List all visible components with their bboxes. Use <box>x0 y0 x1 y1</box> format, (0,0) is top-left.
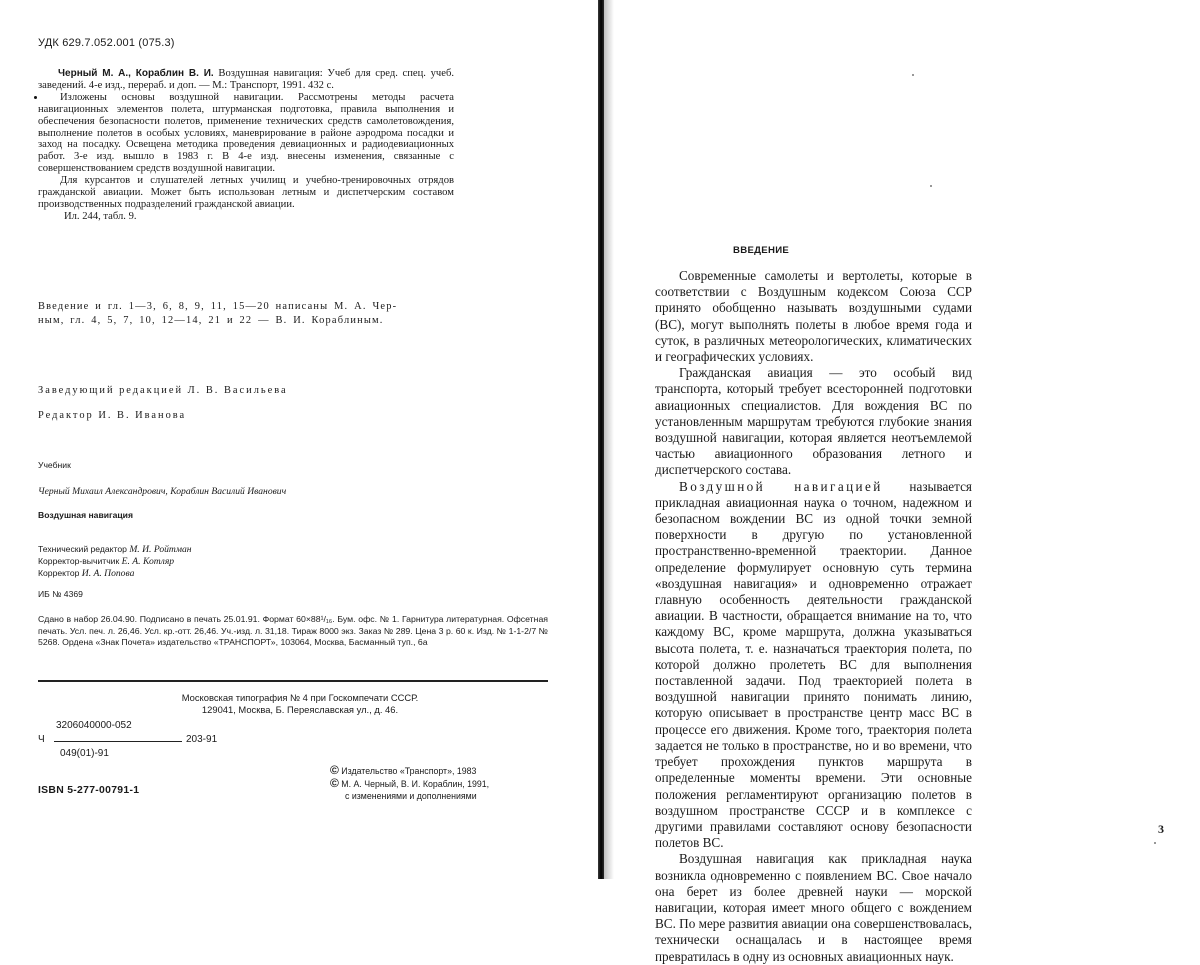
abstract-citation: Воздушная навигация: Учеб для сред. спец. учеб. заведений. 4-е изд., перераб. и доп. — М.: Транспорт, 1991. 432 с. <box>38 68 454 91</box>
printing-line-1: Московская типография № 4 при Госкомпечати СССР. <box>181 692 419 703</box>
intro-paragraph-4: Воздушная навигация как прикладная наука возникла одновременно с появлением ВС. Свое начало она берет из более древней науки — морской навигации, которая имеет много общего с вождением ВС. По мере развития авиации она совершенствовалась, технически оснащалась и в настоящее время превратилась в одну из основных авиационных наук. <box>655 851 973 964</box>
copyright-3: с изменениями и дополнениями <box>345 791 477 801</box>
copyright-1: Издательство «Транспорт», 1983 <box>341 766 477 776</box>
proofreader1-name: Е. А. Котляр <box>121 555 175 567</box>
authors-full-names: Черный Михаил Александрович, Кораблин Василий Иванович <box>38 486 287 497</box>
publication-info: Сдано в набор 26.04.90. Подписано в печать 25.01.91. Формат 60×88¹/₁₆. Бум. офс. № 1. Гарнитура литературная. Офсетная печать. Усл. печ. л. 26,46. Усл. кр.-отт. 26,46. Уч.-изд. л. 31,18. Тираж 8000 экз. Заказ № 289. Цена 3 р. 60 к. Изд. № 1-1-2/7 № 5268. Ордена «Знак Почета» издательство «ТРАНСПОРТ», 103064, Москва, Басманный туп., 6а <box>38 614 548 648</box>
scan-speck <box>912 74 914 76</box>
chapter-credits <box>38 300 458 328</box>
scan-speck <box>930 185 932 187</box>
bibliographic-abstract <box>38 68 454 223</box>
copyright-icon: © <box>330 763 339 777</box>
copyright-2: М. А. Черный, В. И. Кораблин, 1991, <box>341 779 490 789</box>
editor: Редактор И. В. Иванова <box>38 410 187 421</box>
margin-dot <box>34 96 37 99</box>
scan-speck <box>1154 842 1156 844</box>
code-letter: Ч <box>38 734 45 745</box>
code-fraction-line <box>54 741 182 742</box>
term-air-navigation: Воздушной навигацией <box>679 478 883 494</box>
tech-editor-name: М. И. Ройтман <box>129 544 192 555</box>
proofreader1-label: Корректор-вычитчик <box>38 555 120 566</box>
code-right: 203-91 <box>186 734 218 745</box>
abstract-description: Изложены основы воздушной навигации. Рассмотрены методы расчета навигационных элементов полета, штурманская подготовка, правила выполнения и обеспечения безопасности полетов, применение технических средств самолетовождения, выполнение полетов в особых условиях, маневрирование в районе аэродрома посадки и заход на посадку. Освещена методика проведения девиационных и радиодевиационных работ. 3-е изд. вышло в 1983 г. В 4-е изд. внесены изменения, связанные с совершенствованием средств воздушной навигации. <box>38 91 454 175</box>
left-page <box>0 0 600 879</box>
code-bottom: 049(01)-91 <box>60 748 109 759</box>
section-heading: ВВЕДЕНИЕ <box>733 245 790 256</box>
head-of-edition: Заведующий редакцией Л. В. Васильева <box>38 385 288 396</box>
abstract-authors: Черный М. А., Кораблин В. И. <box>58 68 214 79</box>
isbn: ISBN 5-277-00791-1 <box>38 785 140 796</box>
production-staff <box>38 544 192 579</box>
abstract-audience: Для курсантов и слушателей летных училищ и учебно-тренировочных отрядов гражданской авиации. Может быть использован летным и диспетчерским составом производственных подразделений гражданской авиации. <box>38 175 454 210</box>
credits-line-2: ным, гл. 4, 5, 7, 10, 12—14, 21 и 22 — В. И. Кораблиным. <box>38 315 384 326</box>
page-number: 3 <box>1158 822 1164 836</box>
introduction-text <box>655 268 972 965</box>
udk-code: УДК 629.7.052.001 (075.3) <box>38 37 175 49</box>
tech-editor-label: Технический редактор <box>38 544 127 554</box>
divider-rule <box>38 680 548 682</box>
copyright-icon: © <box>330 776 339 790</box>
book-title: Воздушная навигация <box>38 510 133 520</box>
textbook-label: Учебник <box>38 460 71 470</box>
copyright-block <box>330 764 489 802</box>
intro-paragraph-3-rest: называется прикладная авиационная наука о точном, надежном и безопасном вождении ВС из одной точки земной поверхности в другую по установленной пространственно-временной траектории. Данное определение формулирует основную суть термина «воздушная навигация» и одновременно отражает главную особенность деятельности гражданской авиации. В частности, обращается внимание на то, что каждому ВС, кроме маршрута, должна указываться высота полета, т. е. назначаться траектория полета, по которой должно пролететь ВС для выполнения поставленной задачи. Под траекторией полета в воздушной навигации принято понимать линию, которую описывает в пространстве центр масс ВС в процессе его движения. Кроме того, траектория полета задается не только в пространстве, но и во времени, что требует прохождения пунктов маршрута в определенные моменты времени. Эти основные положения регламентируют организацию полетов в воздушном пространстве СССР и в комплексе с другими правилами составляют основу безопасности полетов ВС. <box>655 478 972 851</box>
printing-line-2: 129041, Москва, Б. Переяславская ул., д. 46. <box>201 703 399 715</box>
intro-paragraph-2: Гражданская авиация — это особый вид транспорта, который требует всесторонней подготовки авиационных специалистов. Для вождения ВС по установленным маршрутам требуются глубокие знания воздушной навигации, которая является неотъемлемой частью авиационного образования летного и диспетчерского состава. <box>655 365 972 478</box>
printing-house <box>120 692 480 715</box>
code-top: 3206040000-052 <box>56 720 132 731</box>
intro-paragraph-3 <box>655 479 972 852</box>
ib-number: ИБ № 4369 <box>38 589 83 599</box>
credits-line-1: Введение и гл. 1—3, 6, 8, 9, 11, 15—20 написаны М. А. Чер- <box>38 301 398 312</box>
proofreader2-label: Корректор <box>38 567 80 578</box>
intro-paragraph-1: Современные самолеты и вертолеты, которые в соответствии с Воздушным кодексом Союза ССР принято обобщенно называть воздушными судами (ВС), могут выполнять полеты в любое время года и суток, в различных метеорологических, климатических и географических условиях. <box>655 268 972 365</box>
proofreader2-name: И. А. Попова <box>81 567 135 579</box>
abstract-illustrations: Ил. 244, табл. 9. <box>64 210 137 222</box>
